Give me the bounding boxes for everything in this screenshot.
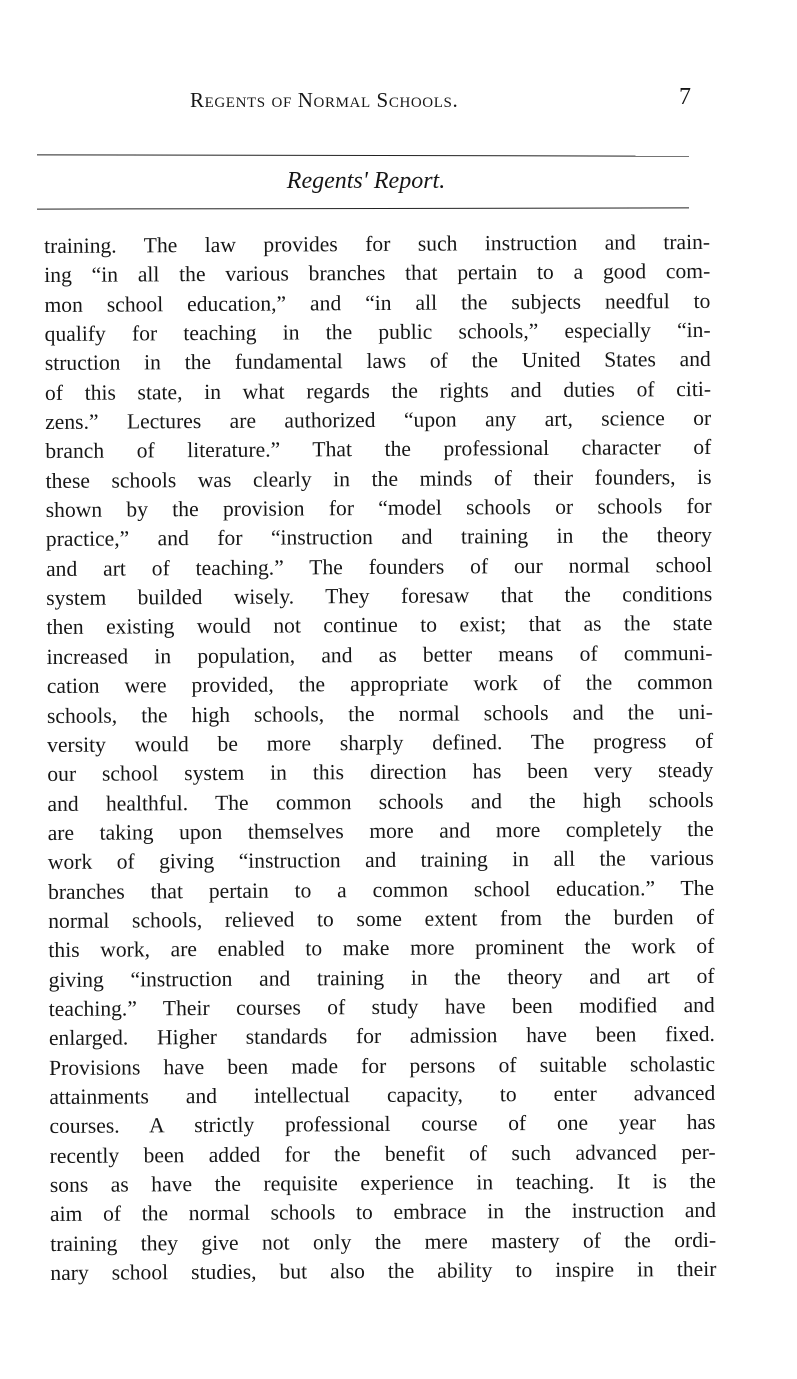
text-line: enlarged. Higher standards for admission have been fixed. (48, 1022, 715, 1051)
text-line: cation were provided, the appropriate work of the common (46, 670, 713, 699)
text-line: are taking upon themselves more and more completely the (47, 816, 714, 845)
text-line: struction in the fundamental laws of the United States and (44, 347, 711, 376)
body-text (44, 228, 716, 1288)
text-line: shown by the provision for “model schools or schools for (45, 494, 712, 523)
text-line: of this state, in what regards the rights and duties of citi- (44, 376, 712, 405)
text-line: recently been added for the benefit of such advanced per- (49, 1139, 716, 1168)
text-line: schools, the high schools, the normal schools and the uni- (46, 699, 714, 728)
text-line: attainments and intellectual capacity, to enter advanced (49, 1080, 716, 1109)
text-line: practice,” and for “instruction and training in the theory (45, 523, 712, 552)
text-line: work of giving “instruction and training in all the various (47, 846, 714, 875)
text-line: ing “in all the various branches that pertain to a good com- (44, 259, 711, 288)
text-line: training they give not only the mere mastery of the ordi- (50, 1227, 717, 1256)
text-line: system builded wisely. They foresaw that the conditions (46, 582, 713, 611)
text-line: then existing would not continue to exist; that as the state (46, 611, 713, 640)
text-line: mon school education,” and “in all the subjects needful to (44, 288, 711, 317)
text-line: sons as have the requisite experience in teaching. It is the (49, 1168, 716, 1197)
text-line: Provisions have been made for persons of suitable scholastic (49, 1051, 716, 1080)
text-line: and healthful. The common schools and the high schools (47, 787, 714, 816)
header-bottom-rule (37, 207, 689, 209)
text-line: qualify for teaching in the public schools,” especially “in- (44, 317, 711, 347)
text-line: aim of the normal schools to embrace in the instruction and (49, 1198, 717, 1227)
text-line: giving “instruction and training in the theory and art of (48, 963, 715, 992)
text-line: branches that pertain to a common school education.” The (47, 875, 715, 904)
text-line: this work, are enabled to make more prominent the work of (48, 934, 715, 963)
text-line: training. The law provides for such instruction and train- (44, 229, 711, 258)
text-line: increased in population, and as better means of communi- (46, 640, 713, 669)
header-top-rule (37, 154, 689, 156)
text-line: teaching.” Their courses of study have been modified and (48, 992, 715, 1021)
text-line: nary school studies, but also the ability to inspire in their (50, 1256, 717, 1286)
text-line: our school system in this direction has been very steady (47, 758, 714, 787)
text-line: and art of teaching.” The founders of our normal school (45, 552, 713, 581)
text-line: these schools was clearly in the minds of their founders, is (45, 464, 712, 493)
running-title: Regents of Normal Schools. (190, 88, 459, 112)
running-head (0, 84, 797, 118)
text-line: normal schools, relieved to some extent from the burden of (48, 904, 715, 933)
page-number: 7 (679, 84, 691, 110)
text-line: versity would be more sharply defined. The progress of (47, 728, 714, 757)
section-heading: Regents' Report. (286, 168, 446, 194)
text-line: zens.” Lectures are authorized “upon any art, science or (45, 405, 712, 435)
text-line: courses. A strictly professional course of one year has (49, 1110, 716, 1139)
text-line: branch of literature.” That the professional character of (45, 435, 712, 464)
